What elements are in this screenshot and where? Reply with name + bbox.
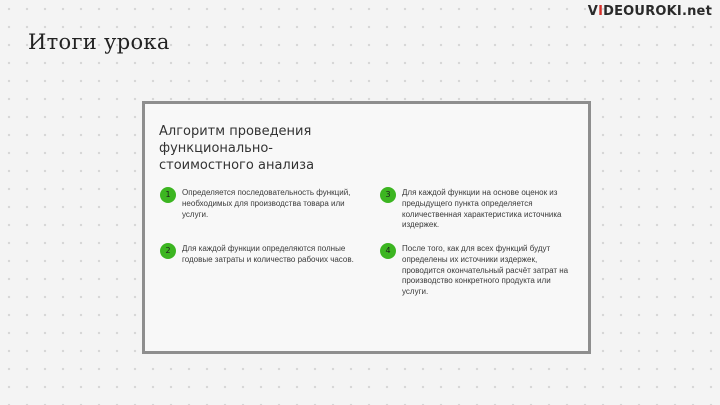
step-text: Для каждой функции определяются полные годовые затраты и количество рабочих часов. <box>182 244 354 264</box>
logo-accent-letter: I <box>598 4 604 19</box>
step-text: После того, как для всех функций будут определены их источники издержек, проводится окончательный расчёт затрат на производство конкретного продукта или услуги. <box>402 244 569 297</box>
step-text: Для каждой функции на основе оценок из предыдущего пункта определяется количественная характеристика источника издержек. <box>402 188 562 230</box>
card-heading: Алгоритм проведения функционально- стоимостного анализа <box>159 124 315 173</box>
step-number-badge: 4 <box>380 243 396 259</box>
step-number-badge: 3 <box>380 187 396 203</box>
page-title: Итоги урока <box>28 30 170 54</box>
videouroki-logo <box>588 4 712 19</box>
step-number-badge: 1 <box>160 187 176 203</box>
step-number-badge: 2 <box>160 243 176 259</box>
logo-text-start: V <box>587 4 599 19</box>
step-text: Определяется последовательность функций, необходимых для производства товара или услуги. <box>182 188 351 219</box>
logo-text-end: DEOUROKI.net <box>603 4 712 19</box>
algorithm-card <box>142 101 591 354</box>
